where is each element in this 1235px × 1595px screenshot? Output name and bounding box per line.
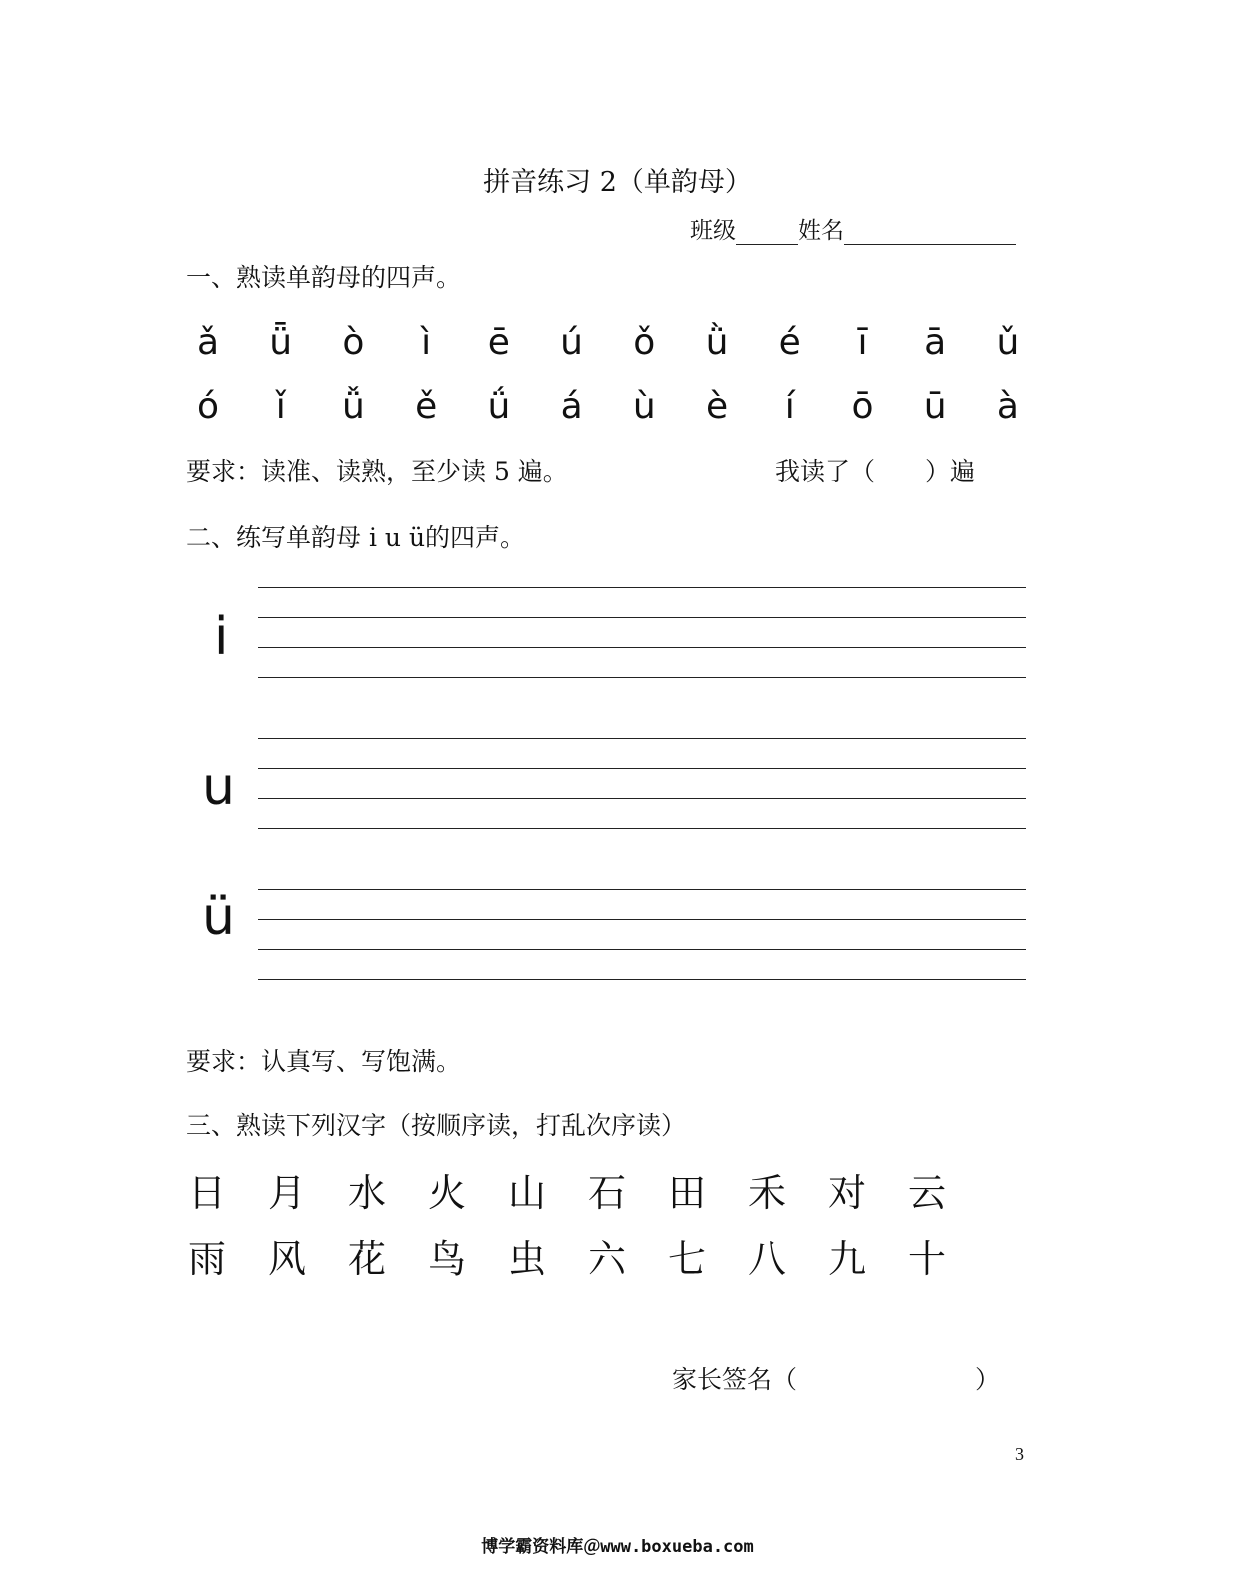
hanzi: 对 <box>828 1171 867 1215</box>
letter-u-umlaut: ü <box>202 887 235 947</box>
hanzi: 虫 <box>508 1237 547 1281</box>
vowel: ǖ <box>269 322 293 363</box>
vowel: ò <box>342 322 365 363</box>
hanzi: 十 <box>908 1237 947 1281</box>
hanzi: 六 <box>588 1237 627 1281</box>
vowel: ǘ <box>487 386 511 427</box>
vowel: ú <box>560 322 583 363</box>
letter-i: i <box>214 607 229 667</box>
write-requirement: 要求：认真写、写饱满。 <box>186 1047 462 1076</box>
vowel: í <box>784 386 795 427</box>
hanzi: 九 <box>828 1237 867 1281</box>
hanzi: 雨 <box>188 1237 227 1281</box>
hanzi: 花 <box>348 1237 387 1281</box>
hanzi: 火 <box>428 1171 467 1215</box>
vowel: ǚ <box>342 386 365 427</box>
hanzi: 月 <box>268 1171 307 1215</box>
class-blank[interactable] <box>736 220 798 245</box>
hanzi: 八 <box>748 1237 787 1281</box>
hanzi: 石 <box>588 1171 627 1215</box>
read-count[interactable]: 我读了（ ）遍 <box>775 457 976 486</box>
name-label: 姓名 <box>798 218 844 244</box>
footer-watermark: 博学霸资料库＠www.boxueba.com <box>481 1537 754 1557</box>
hanzi: 鸟 <box>428 1237 467 1281</box>
hanzi-row-1 <box>188 1162 988 1217</box>
section2-heading: 二、练写单韵母 i u ü的四声。 <box>186 523 526 552</box>
page-number: 3 <box>1015 1444 1024 1464</box>
vowel: ě <box>415 386 438 427</box>
signature-close: ） <box>975 1365 1001 1394</box>
vowel: ǔ <box>996 322 1020 363</box>
vowel-row-2 <box>188 386 1028 427</box>
vowel: ù <box>632 386 656 427</box>
vowel: ā <box>924 322 947 363</box>
vowel: ǒ <box>633 322 656 363</box>
vowel: é <box>778 322 801 363</box>
vowel: ī <box>857 322 868 363</box>
vowel-row-1 <box>188 322 1028 363</box>
read-requirement: 要求：读准、读熟，至少读 5 遍。 <box>186 457 568 486</box>
class-label: 班级 <box>690 218 736 244</box>
hanzi: 田 <box>668 1171 707 1215</box>
vowel: à <box>996 386 1019 427</box>
hanzi: 山 <box>508 1171 547 1215</box>
name-blank[interactable] <box>844 220 1016 245</box>
hanzi: 七 <box>668 1237 707 1281</box>
hanzi: 云 <box>908 1171 947 1215</box>
vowel: ó <box>196 386 220 427</box>
hanzi-row-2 <box>188 1228 988 1283</box>
vowel: á <box>560 386 583 427</box>
section3-heading: 三、熟读下列汉字（按顺序读，打乱次序读） <box>186 1111 687 1140</box>
vowel: ǜ <box>705 322 729 363</box>
vowel: ǎ <box>196 322 220 363</box>
hanzi: 风 <box>268 1237 307 1281</box>
vowel: è <box>705 386 729 427</box>
page-title: 拼音练习 2（单韵母） <box>483 167 752 198</box>
vowel: ō <box>851 386 874 427</box>
class-name-line <box>690 212 1016 245</box>
hanzi: 日 <box>188 1171 227 1215</box>
hanzi: 禾 <box>748 1171 787 1215</box>
letter-u: u <box>202 757 235 817</box>
vowel: ū <box>923 386 947 427</box>
section1-heading: 一、熟读单韵母的四声。 <box>186 263 462 292</box>
vowel: ǐ <box>275 386 286 427</box>
parent-signature[interactable] <box>672 1360 1000 1396</box>
vowel: ì <box>421 322 432 363</box>
signature-label: 家长签名（ <box>672 1365 798 1394</box>
hanzi: 水 <box>348 1171 387 1215</box>
vowel: ē <box>487 322 510 363</box>
